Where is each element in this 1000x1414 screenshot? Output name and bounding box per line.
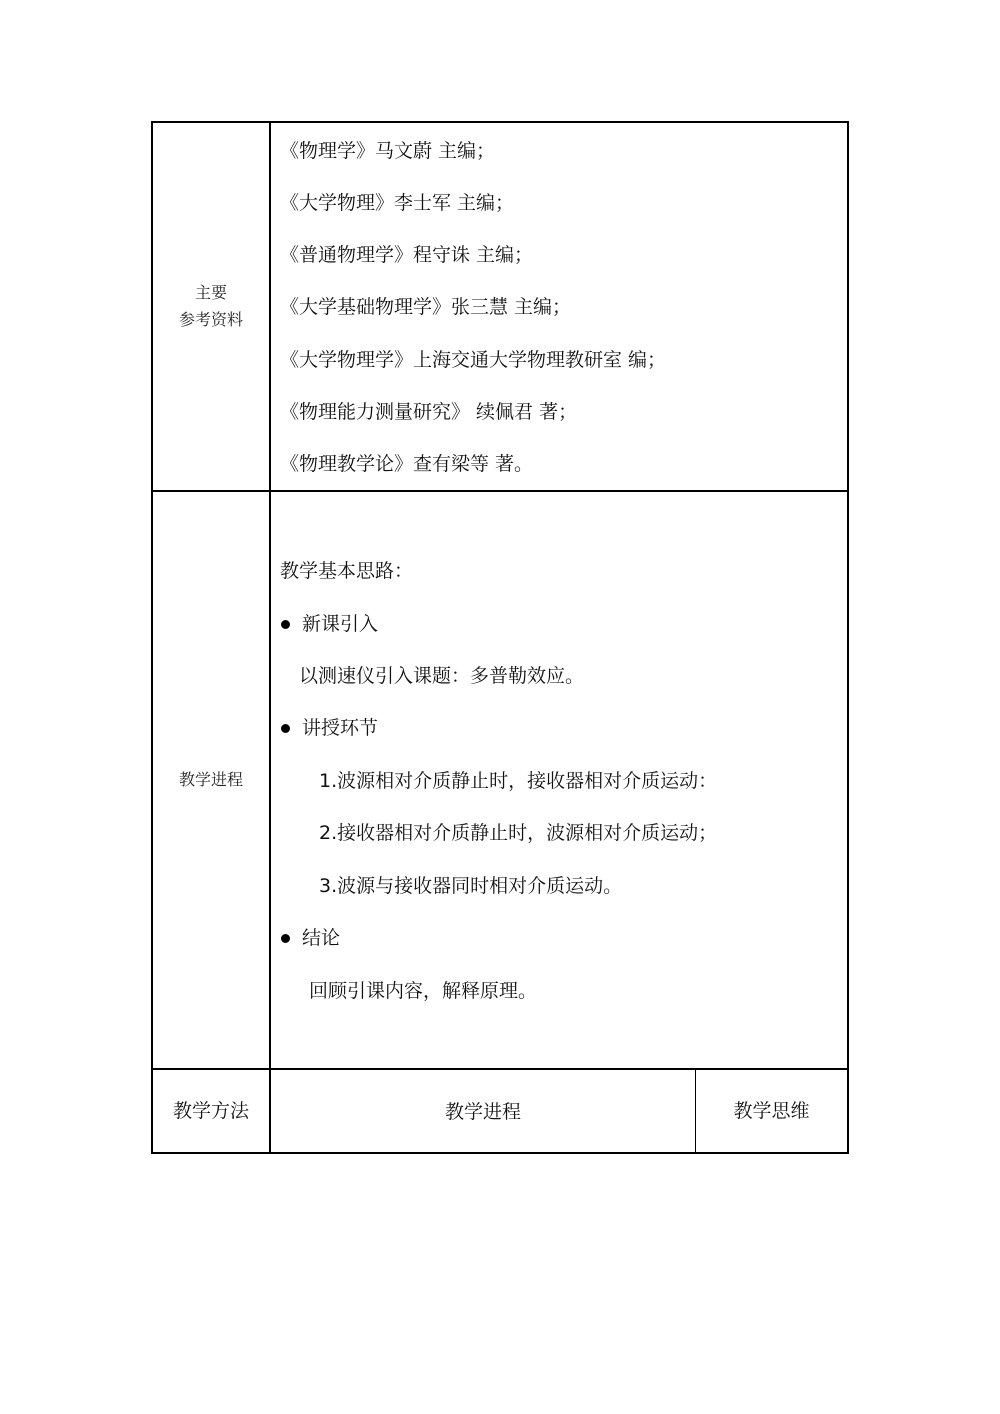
section-item: 2.接收器相对介质静止时，波源相对介质运动； bbox=[319, 822, 718, 844]
reference-item: 《物理教学论》查有梁等 著。 bbox=[280, 453, 534, 475]
section-item: 3.波源与接收器同时相对介质运动。 bbox=[319, 875, 623, 897]
bullet-icon bbox=[281, 934, 290, 943]
section-text: 回顾引课内容，解释原理。 bbox=[309, 980, 538, 1002]
reference-item: 《普通物理学》程守诛 主编； bbox=[280, 244, 534, 266]
references-label-line1: 主要 bbox=[194, 283, 227, 302]
bullet-icon bbox=[281, 724, 290, 733]
reference-item: 《大学物理》李士军 主编； bbox=[280, 192, 515, 214]
section-item: 1.波源相对介质静止时，接收器相对介质运动： bbox=[319, 770, 718, 792]
references-label-line2: 参考资料 bbox=[178, 310, 243, 329]
section-title: 新课引入 bbox=[302, 613, 379, 635]
section-text: 以测速仪引入课题：多普勒效应。 bbox=[299, 665, 585, 687]
footer-thinking: 教学思维 bbox=[733, 1100, 810, 1122]
section-title: 结论 bbox=[302, 927, 341, 949]
reference-item: 《物理能力测量研究》 续佩君 著； bbox=[280, 401, 578, 423]
reference-item: 《物理学》马文蔚 主编； bbox=[280, 140, 496, 162]
footer-method: 教学方法 bbox=[172, 1100, 249, 1122]
section-title: 讲授环节 bbox=[302, 717, 379, 739]
reference-item: 《大学物理学》上海交通大学物理教研室 编； bbox=[280, 349, 667, 371]
reference-item: 《大学基础物理学》张三慧 主编； bbox=[280, 296, 572, 318]
bullet-icon bbox=[281, 620, 290, 629]
process-heading: 教学基本思路： bbox=[280, 560, 414, 582]
footer-process: 教学进程 bbox=[444, 1101, 521, 1123]
process-label: 教学进程 bbox=[178, 770, 243, 789]
